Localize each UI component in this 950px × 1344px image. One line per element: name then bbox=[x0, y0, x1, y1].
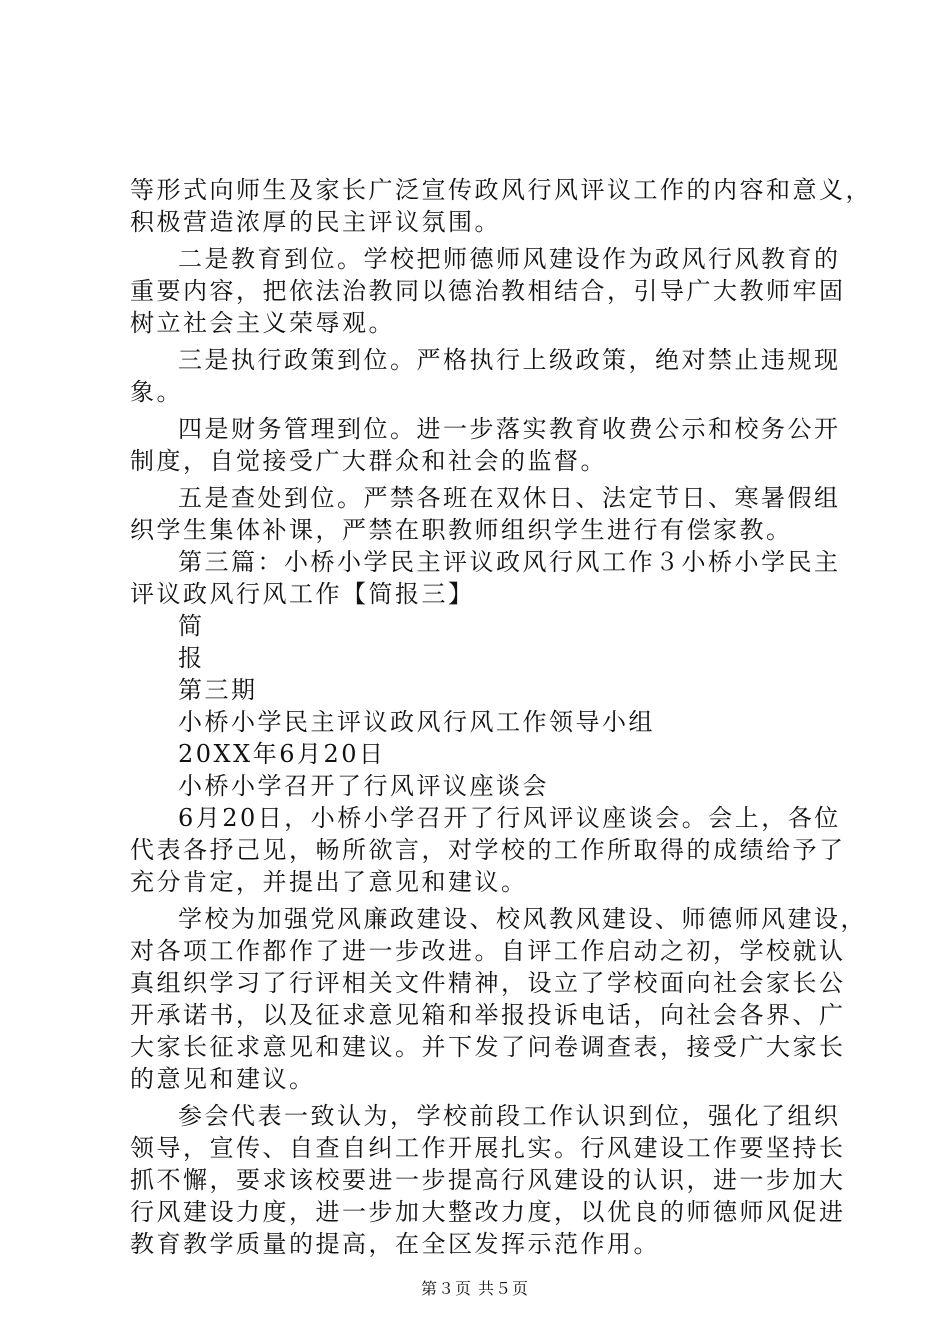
text-line: 对各项工作都作了进一步改进。自评工作启动之初，学校就认 bbox=[130, 937, 846, 965]
bulletin-date: 20XX年6月20日 bbox=[178, 740, 386, 768]
text-line: 行风建设力度，进一步加大整改力度，以优良的师德师风促进 bbox=[130, 1198, 846, 1226]
paragraph-start-line: 二是教育到位。学校把师德师风建设作为政风行风教育的 bbox=[178, 245, 841, 273]
text-line: 树立社会主义荣辱观。 bbox=[130, 309, 395, 337]
paragraph-start-line: 学校为加强党风廉政建设、校风教风建设、师德师风建设， bbox=[178, 905, 867, 933]
bulletin-title-char: 报 bbox=[178, 644, 205, 672]
text-line: 开承诺书，以及征求意见箱和举报投诉电话，向社会各界、广 bbox=[130, 1001, 846, 1029]
text-line: 教育教学质量的提高，在全区发挥示范作用。 bbox=[130, 1230, 660, 1258]
section-heading-line: 评议政风行风工作【简报三】 bbox=[130, 580, 475, 608]
text-line: 大家长征求意见和建议。并下发了问卷调查表，接受广大家长 bbox=[130, 1033, 846, 1061]
text-line: 代表各抒己见，畅所欲言，对学校的工作所取得的成绩给予了 bbox=[130, 836, 846, 864]
document-body bbox=[130, 174, 872, 1260]
bulletin-issue: 第三期 bbox=[178, 676, 258, 704]
paragraph-start-line: 参会代表一致认为，学校前段工作认识到位，强化了组织 bbox=[178, 1102, 841, 1130]
text-line: 的意见和建议。 bbox=[130, 1065, 316, 1093]
paragraph-start-line: 四是财务管理到位。进一步落实教育收费公示和校务公开 bbox=[178, 415, 841, 443]
text-line: 积极营造浓厚的民主评议氛围。 bbox=[130, 208, 501, 236]
text-line: 真组织学习了行评相关文件精神，设立了学校面向社会家长公 bbox=[130, 969, 846, 997]
bulletin-issuer: 小桥小学民主评议政风行风工作领导小组 bbox=[178, 708, 655, 736]
paragraph-start-line: 6月20日，小桥小学召开了行风评议座谈会。会上，各位 bbox=[178, 804, 841, 832]
text-line: 制度，自觉接受广大群众和社会的监督。 bbox=[130, 447, 607, 475]
paragraph-start-line: 五是查处到位。严禁各班在双休日、法定节日、寒暑假组 bbox=[178, 484, 841, 512]
text-line: 重要内容，把依法治教同以德治教相结合，引导广大教师牢固 bbox=[130, 277, 846, 305]
text-line: 象。 bbox=[130, 378, 183, 406]
page-number-footer: 第３页 共５页 bbox=[420, 1279, 530, 1298]
text-line: 充分肯定，并提出了意见和建议。 bbox=[130, 868, 528, 896]
text-line: 等形式向师生及家长广泛宣传政风行风评议工作的内容和意义， bbox=[130, 176, 872, 204]
text-line: 领导，宣传、自查自纠工作开展扎实。行风建设工作要坚持长 bbox=[130, 1134, 846, 1162]
article-title: 小桥小学召开了行风评议座谈会 bbox=[178, 772, 549, 800]
bulletin-title-char: 简 bbox=[178, 612, 205, 640]
paragraph-start-line: 三是执行政策到位。严格执行上级政策，绝对禁止违规现 bbox=[178, 346, 841, 374]
text-line: 织学生集体补课，严禁在职教师组织学生进行有偿家教。 bbox=[130, 516, 793, 544]
section-heading-line: 第三篇：小桥小学民主评议政风行风工作３小桥小学民主 bbox=[178, 548, 841, 576]
text-line: 抓不懈，要求该校要进一步提高行风建设的认识，进一步加大 bbox=[130, 1166, 846, 1194]
